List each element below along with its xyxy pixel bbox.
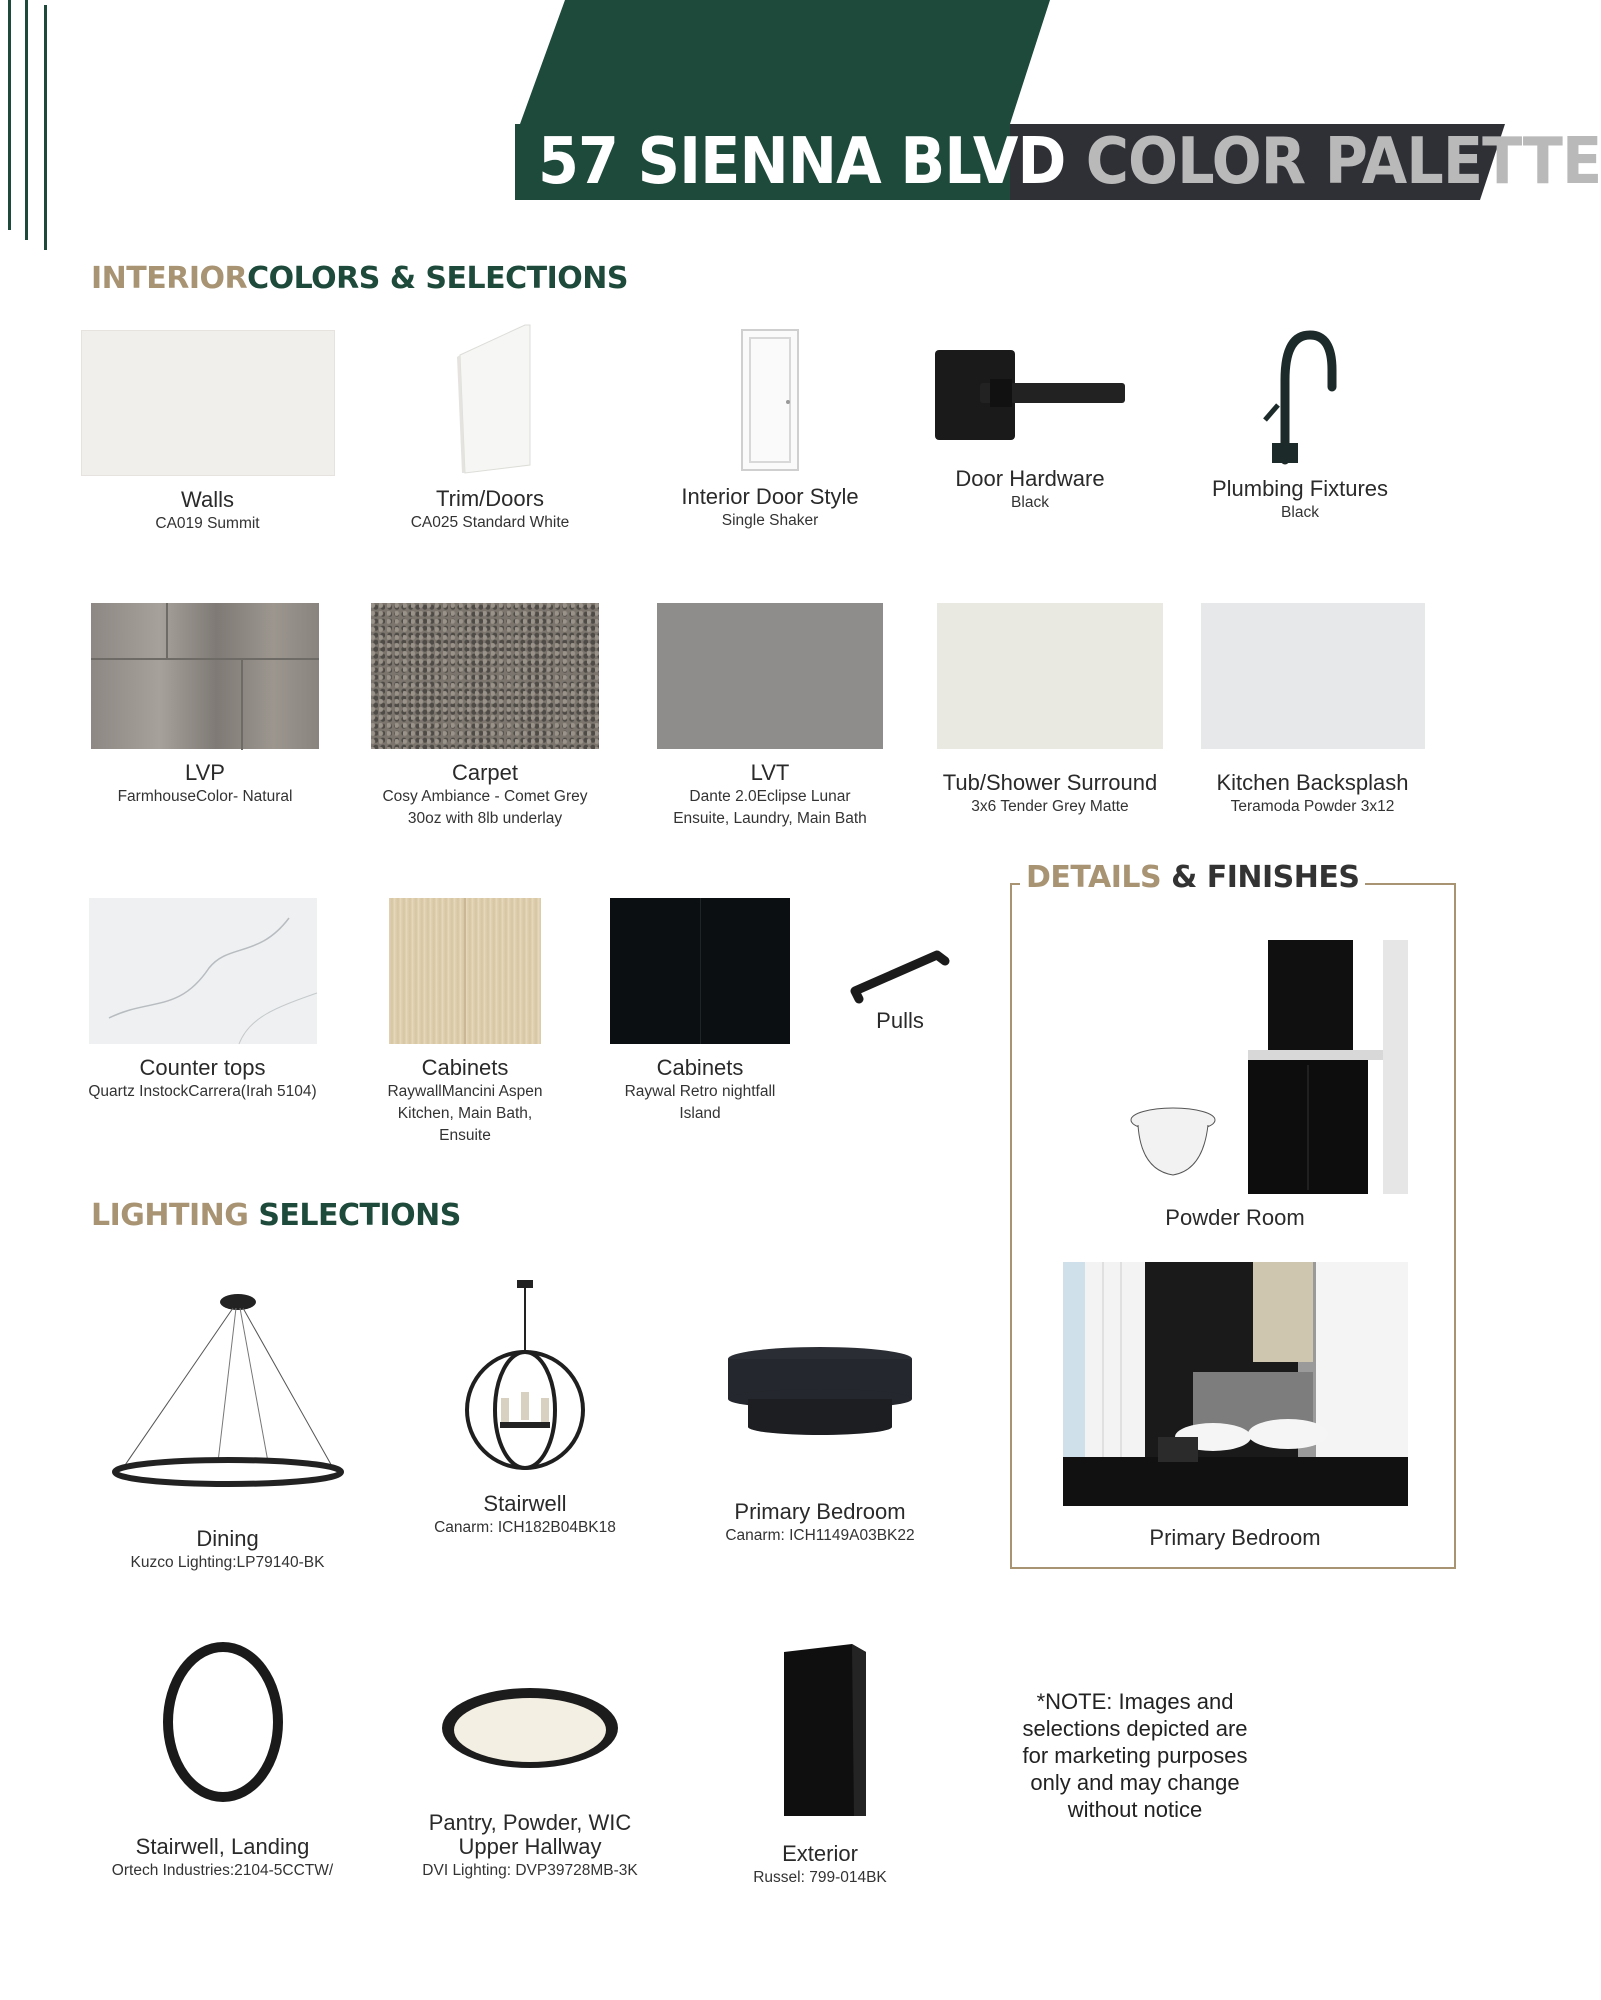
item-sub: RaywallMancini Aspen: [387, 1083, 543, 1100]
flush-mount-light-icon: [435, 1682, 625, 1777]
item-name: LVT: [750, 760, 790, 785]
item-name: Pulls: [876, 1008, 924, 1033]
item-trim-doors: [380, 325, 600, 533]
item-sub: CA019 Summit: [155, 515, 260, 532]
item-name: Pantry, Powder, WIC: [428, 1810, 632, 1835]
item-name: Cabinets: [421, 1055, 509, 1080]
item-name: Kitchen Backsplash: [1216, 770, 1409, 795]
item-pantry: [410, 1682, 650, 1881]
interior-heading-accent: INTERIOR: [91, 261, 248, 296]
lvt-swatch: [657, 603, 883, 749]
item-name: Cabinets: [656, 1055, 744, 1080]
walls-swatch: [81, 330, 335, 476]
item-sub: Canarm: ICH1149A03BK22: [725, 1527, 915, 1544]
item-primary-bedroom-render: [1060, 1262, 1410, 1550]
item-sub: Russel: 799-014BK: [753, 1869, 887, 1886]
note-line: selections depicted are: [1022, 1716, 1248, 1741]
item-plumbing: [1190, 325, 1410, 523]
item-stairwell-landing: [105, 1640, 340, 1881]
item-door-style: [670, 328, 870, 531]
primary-bedroom-render: [1063, 1262, 1408, 1506]
item-cabinets-nightfall: [605, 898, 795, 1124]
item-name: Stairwell: [483, 1491, 567, 1516]
item-name: Stairwell, Landing: [135, 1834, 310, 1859]
note-line: without notice: [1067, 1797, 1203, 1822]
disclaimer-note: [1020, 1688, 1250, 1823]
item-pulls: [835, 935, 965, 1033]
item-sub: Dante 2.0Eclipse Lunar: [689, 788, 851, 805]
item-name2: Upper Hallway: [458, 1834, 602, 1859]
item-name: Exterior: [782, 1841, 858, 1866]
exterior-sconce-icon: [770, 1640, 870, 1820]
item-sub2: Island: [679, 1105, 721, 1122]
backsplash-swatch: [1201, 603, 1425, 749]
item-sub2: Ensuite, Laundry, Main Bath: [673, 810, 867, 827]
item-carpet: [360, 603, 610, 829]
faucet-icon: [1250, 325, 1350, 465]
item-name: LVP: [185, 760, 225, 785]
item-name: Plumbing Fixtures: [1211, 476, 1389, 501]
pull-handle-icon: [845, 935, 955, 1005]
item-exterior: [740, 1640, 900, 1888]
item-dining: [105, 1290, 350, 1573]
orb-chandelier-icon: [455, 1280, 595, 1480]
lighting-heading: [91, 1198, 461, 1233]
item-name: Primary Bedroom: [1149, 1525, 1321, 1550]
item-name: Walls: [181, 487, 234, 512]
item-door-hardware: [920, 345, 1140, 513]
item-name: Primary Bedroom: [734, 1499, 906, 1524]
interior-heading-main: COLORS & SELECTIONS: [247, 261, 628, 296]
item-sub: 3x6 Tender Grey Matte: [971, 798, 1129, 815]
item-sub: Teramoda Powder 3x12: [1230, 798, 1395, 815]
item-lvp: [80, 603, 330, 807]
details-heading: [1020, 860, 1365, 895]
carpet-swatch: [371, 603, 599, 749]
item-sub: FarmhouseColor- Natural: [117, 788, 293, 805]
note-line: for marketing purposes: [1022, 1743, 1248, 1768]
nightfall-cabinet-swatch: [610, 898, 790, 1044]
aspen-cabinet-swatch: [389, 898, 541, 1044]
item-name: Dining: [196, 1526, 259, 1551]
item-walls: [80, 330, 335, 534]
drum-light-icon: [720, 1345, 920, 1440]
note-line: *NOTE: Images and: [1036, 1689, 1234, 1714]
item-sub: Kuzco Lighting:LP79140-BK: [130, 1554, 325, 1571]
door-style-swatch: [740, 328, 800, 473]
item-sub: Black: [1011, 494, 1049, 511]
item-name: Door Hardware: [955, 466, 1105, 491]
item-powder-room: [1060, 940, 1410, 1230]
item-name: Powder Room: [1165, 1205, 1305, 1230]
lighting-heading-main: SELECTIONS: [258, 1198, 461, 1233]
interior-heading: [91, 261, 628, 296]
item-sub: Black: [1281, 504, 1319, 521]
item-sub: Single Shaker: [721, 512, 819, 529]
item-sub: Raywal Retro nightfall: [624, 1083, 776, 1100]
banner-green-shape: [520, 0, 1050, 124]
item-sub2: Kitchen, Main Bath,: [397, 1105, 533, 1122]
tub-surround-swatch: [937, 603, 1163, 749]
item-sub: Ortech Industries:2104-5CCTW/: [111, 1862, 334, 1879]
item-sub: DVI Lighting: DVP39728MB-3K: [422, 1862, 638, 1879]
lighting-heading-accent: LIGHTING: [91, 1198, 249, 1233]
item-backsplash: [1195, 603, 1430, 817]
details-heading-accent: DETAILS: [1026, 860, 1162, 895]
door-handle-icon: [930, 345, 1130, 455]
item-sub2: 30oz with 8lb underlay: [407, 810, 563, 827]
item-stairwell: [410, 1280, 640, 1538]
item-name: Carpet: [451, 760, 519, 785]
item-countertops: [80, 898, 325, 1102]
item-name: Counter tops: [139, 1055, 266, 1080]
ring-pendant-icon: [108, 1290, 348, 1505]
item-tub-surround: [930, 603, 1170, 817]
item-name: Trim/Doors: [436, 486, 544, 511]
lvp-swatch: [91, 603, 319, 749]
oval-mirror-light-icon: [158, 1640, 288, 1805]
title-palette: COLOR PALETTE: [1085, 125, 1601, 199]
powder-room-render: [1063, 940, 1408, 1194]
title-address: 57 SIENNA BLVD: [538, 125, 1066, 199]
item-sub3: Ensuite: [439, 1127, 491, 1144]
item-sub: Canarm: ICH182B04BK18: [434, 1519, 616, 1536]
item-name: Interior Door Style: [681, 484, 859, 509]
trim-swatch: [430, 325, 550, 475]
item-sub: Cosy Ambiance - Comet Grey: [382, 788, 588, 805]
item-sub: CA025 Standard White: [410, 514, 570, 531]
countertop-swatch: [89, 898, 317, 1044]
item-cabinets-aspen: [370, 898, 560, 1146]
item-lvt: [650, 603, 890, 829]
details-heading-main: & FINISHES: [1171, 860, 1360, 895]
item-primary-bedroom-light: [700, 1345, 940, 1546]
item-name: Tub/Shower Surround: [942, 770, 1158, 795]
item-sub: Quartz InstockCarrera(Irah 5104): [88, 1083, 317, 1100]
note-line: only and may change: [1030, 1770, 1240, 1795]
page-title: [538, 124, 1601, 200]
